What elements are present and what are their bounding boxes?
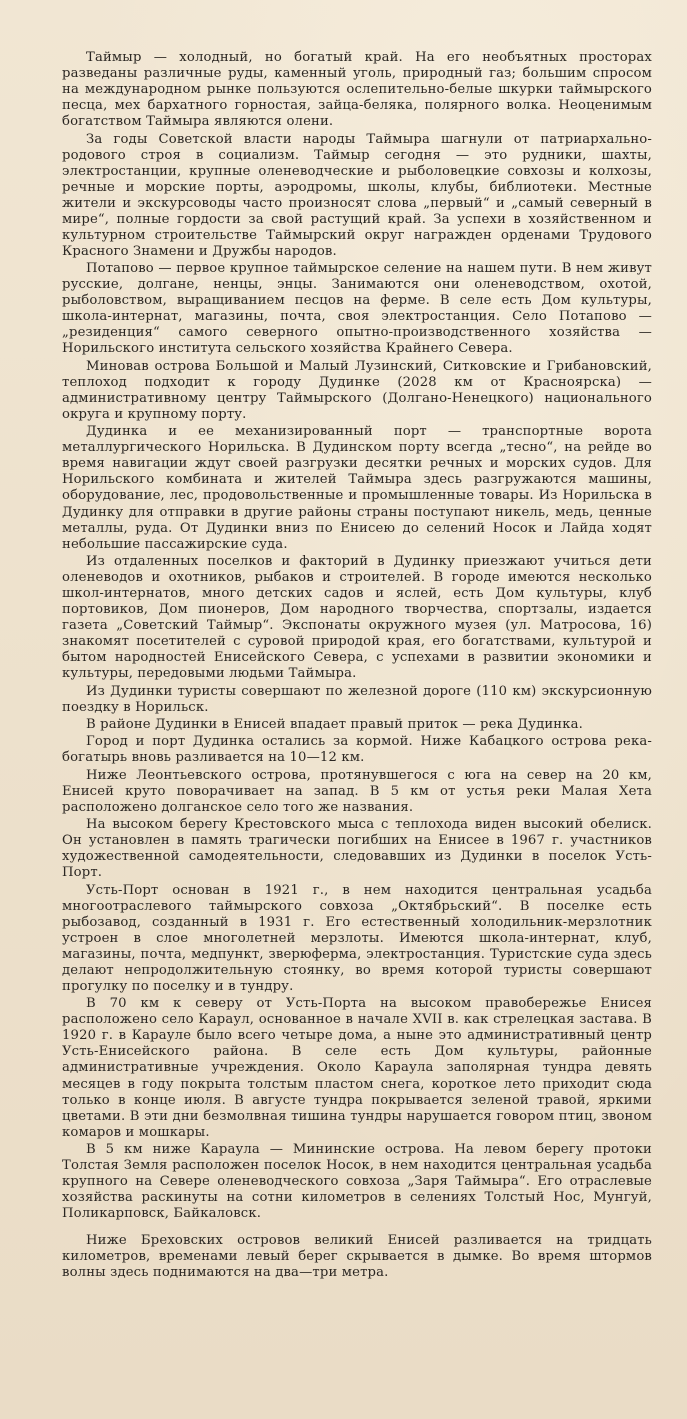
page-text [62,50,652,1283]
paragraph-dudinka-approach: Миновав острова Большой и Малый Лузинский, Ситковские и Грибановский, теплоход подходит к городу Дудинке (2028 км от Красноярска) — административному центру Таймырского (Долгано-Ненецкого) национального округа и крупному порту. [62,358,652,422]
paragraph-taimyr-riches: Таймыр — холодный, но богатый край. На его необъятных просторах разведаны различные руды, каменный уголь, природный газ; большим спросом на международном рынке пользуются ослепительно-белые шкурки таймырского песца, мех бархатного горностая, зайца-беляка, полярного волка. Неоценимым богатством Таймыра являются олени. [62,50,652,130]
paragraph-dudinka-river: В районе Дудинки в Енисей впадает правый приток — река Дудинка. [86,717,583,732]
paragraph-dudinka-town: Из отдаленных поселков и факторий в Дудинку приезжают учиться дети оленеводов и охотников, рыбаков и строителей. В городе имеются несколько школ-интернатов, много детских садов и яслей, есть Дом культуры, клуб портовиков, Дом пионеров, Дом народного творчества, спортзалы, издается газета „Советский Таймыр“. Экспонаты окружного музея (ул. Матросова, 16) знакомят посетителей с суровой природой края, его богатствами, культурой и бытом народностей Енисейского Севера, с успехами в развитии экономики и культуры, передовыми людьми Таймыра. [62,553,652,682]
paragraph-leontyevsky-island: Ниже Леонтьевского острова, протянувшегося с юга на север на 20 км, Енисей круто поворачивает на запад. В 5 км от устья реки Малая Хета расположено долганское село того же названия. [62,767,652,815]
paragraph-soviet-era: За годы Советской власти народы Таймыра шагнули от патриархально-родового строя в социализм. Таймыр сегодня — это рудники, шахты, электростанции, крупные оленеводческие и рыболовецкие совхозы и колхозы, речные и морские порты, аэродромы, школы, клубы, библиотеки. Местные жители и экскурсоводы часто произносят слова „первый“ и „самый северный в мире“, полные гордости за свой растущий край. За успехи в хозяйственном и культурном строительстве Таймырский округ награжден орденами Трудового Красного Знамени и Дружбы народов. [62,131,652,259]
paragraph-karaul: В 70 км к северу от Усть-Порта на высоком правобережье Енисея расположено село Караул, основанное в начале XVII в. как стрелецкая застава. В 1920 г. в Карауле было всего четыре дома, а ныне это административный центр Усть-Енисейского района. В селе есть Дом культуры, районные административные учреждения. Около Караула заполярная тундра девять месяцев в году покрыта толстым пластом снега, короткое лето приходит сюда только в конце июля. В августе тундра покрывается зеленой травой, яркими цветами. В эти дни безмолвная тишина тундры нарушается говором птиц, звоном комаров и мошкары. [62,996,652,1140]
paragraph-krestovsky-cape: На высоком берегу Крестовского мыса с теплохода виден высокий обелиск. Он установлен в память трагически погибших на Енисее в 1967 г. участников художественной самодеятельности, следовавших из Дудинки в поселок Усть-Порт. [62,817,652,881]
paragraph-nosok: В 5 км ниже Караула — Мининские острова. На левом берегу протоки Толстая Земля расположен поселок Носок, в нем находится центральная усадьба крупного на Севере оленеводческого совхоза „Заря Таймыра“. Его отраслевые хозяйства раскинуты на сотни километров в селениях Толстый Нос, Мунгуй, Поликарповск, Байкаловск. [62,1142,652,1222]
paragraph-ust-port: Усть-Порт основан в 1921 г., в нем находится центральная усадьба многоотраслевого таймырского совхоза „Октябрьский“. В поселке есть рыбозавод, созданный в 1931 г. Его естественный холодильник-мерзлотник устроен в слое многолетней мерзлоты. Имеются школа-интернат, клуб, магазины, почта, медпункт, зверюферма, электростанция. Туристские суда здесь делают непродолжительную стоянку, во время которой туристы совершают прогулку по поселку и в тундру. [62,882,652,994]
paragraph-norilsk-excursion: Из Дудинки туристы совершают по железной дороге (110 км) экскурсионную поездку в Норильск. [62,683,652,715]
paragraph-potapovo: Потапово — первое крупное таймырское селение на нашем пути. В нем живут русские, долгане, ненцы, энцы. Занимаются они оленеводством, охотой, рыболовством, выращиванием песцов на ферме. В селе есть Дом культуры, школа-интернат, магазины, почта, своя электростанция. Село Потапово — „резиденция“ самого северного опытно-производственного хозяйства — Норильского института сельского хозяйства Крайнего Севера. [62,261,652,357]
paragraph-dudinka-port: Дудинка и ее механизированный порт — транспортные ворота металлургического Норильска. В Дудинском порту всегда „тесно“, на рейде во время навигации ждут своей разгрузки десятки речных и морских судов. Для Норильского комбината и жителей Таймыра здесь разгружаются машины, оборудование, лес, продовольственные и промышленные товары. Из Норильска в Дудинку для отправки в другие районы страны поступают никель, медь, ценные металлы, руда. От Дудинки вниз по Енисею до селений Носок и Лайда ходят небольшие пассажирские суда. [62,424,652,552]
paragraph-kabatsky-island: Город и порт Дудинка остались за кормой. Ниже Кабацкого острова река-богатырь вновь разливается на 10—12 км. [62,734,652,766]
paragraph-brekhovsky-islands: Ниже Бреховских островов великий Енисей разливается на тридцать километров, временами левый берег скрывается в дымке. Во время штормов волны здесь поднимаются на два—три метра. [62,1233,652,1281]
